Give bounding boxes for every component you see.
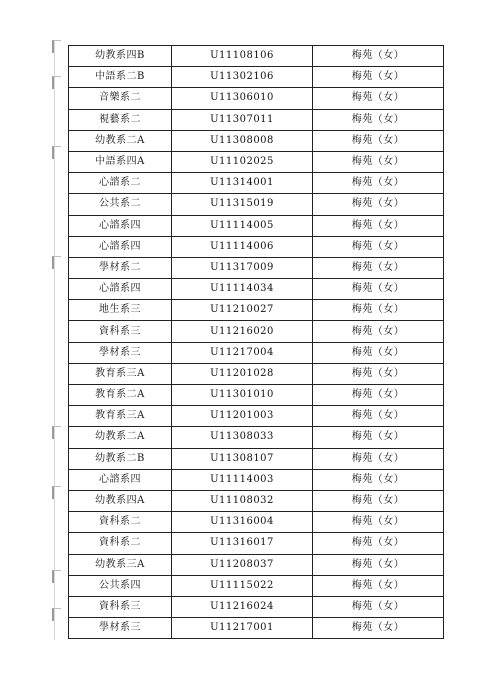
table-row [69, 194, 444, 215]
dormitory-cell: 梅苑（女） [313, 236, 444, 257]
dormitory-cell: 梅苑（女） [313, 321, 444, 342]
student-id-cell: U11307011 [172, 109, 313, 130]
table-row [69, 300, 444, 321]
department-cell: 地生系三 [69, 300, 172, 321]
department-cell: 心諮系四 [69, 215, 172, 236]
student-id-cell: U11315019 [172, 194, 313, 215]
dormitory-cell: 梅苑（女） [313, 46, 444, 67]
table-row [69, 109, 444, 130]
table-row [69, 321, 444, 342]
dormitory-cell: 梅苑（女） [313, 109, 444, 130]
crop-mark [52, 608, 61, 621]
table-row [69, 88, 444, 109]
student-id-cell: U11201028 [172, 363, 313, 384]
department-cell: 中語系四A [69, 151, 172, 172]
department-cell: 幼教系二A [69, 427, 172, 448]
department-cell: 幼教系三A [69, 554, 172, 575]
department-cell: 公共系四 [69, 575, 172, 596]
department-cell: 心諮系四 [69, 469, 172, 490]
department-cell: 心諮系二 [69, 173, 172, 194]
table-row [69, 618, 444, 639]
department-cell: 資科系三 [69, 321, 172, 342]
dormitory-cell: 梅苑（女） [313, 512, 444, 533]
student-id-cell: U11302106 [172, 67, 313, 88]
student-id-cell: U11217004 [172, 342, 313, 363]
department-cell: 幼教系四A [69, 490, 172, 511]
student-id-cell: U11314001 [172, 173, 313, 194]
student-id-cell: U11308033 [172, 427, 313, 448]
student-id-cell: U11301010 [172, 385, 313, 406]
table-row [69, 130, 444, 151]
table-row [69, 469, 444, 490]
dormitory-cell: 梅苑（女） [313, 194, 444, 215]
department-cell: 教育系二A [69, 385, 172, 406]
dormitory-cell: 梅苑（女） [313, 469, 444, 490]
department-cell: 教育系三A [69, 406, 172, 427]
dormitory-cell: 梅苑（女） [313, 151, 444, 172]
table-row [69, 406, 444, 427]
student-id-cell: U11114003 [172, 469, 313, 490]
student-id-cell: U11108032 [172, 490, 313, 511]
department-cell: 音樂系二 [69, 88, 172, 109]
table-row [69, 512, 444, 533]
department-cell: 學材系三 [69, 342, 172, 363]
table-row [69, 151, 444, 172]
table-row [69, 554, 444, 575]
dormitory-cell: 梅苑（女） [313, 554, 444, 575]
crop-mark [52, 40, 61, 53]
table-row [69, 236, 444, 257]
dormitory-cell: 梅苑（女） [313, 130, 444, 151]
student-id-cell: U11114006 [172, 236, 313, 257]
table-row [69, 342, 444, 363]
dormitory-cell: 梅苑（女） [313, 257, 444, 278]
department-cell: 公共系二 [69, 194, 172, 215]
student-id-cell: U11316017 [172, 533, 313, 554]
department-cell: 心諮系四 [69, 279, 172, 300]
dormitory-cell: 梅苑（女） [313, 385, 444, 406]
table-row [69, 448, 444, 469]
dormitory-cell: 梅苑（女） [313, 67, 444, 88]
student-id-cell: U11316004 [172, 512, 313, 533]
table-row [69, 385, 444, 406]
department-cell: 心諮系四 [69, 236, 172, 257]
table-row [69, 533, 444, 554]
department-cell: 資科系三 [69, 596, 172, 617]
student-id-cell: U11208037 [172, 554, 313, 575]
dormitory-cell: 梅苑（女） [313, 575, 444, 596]
dormitory-cell: 梅苑（女） [313, 427, 444, 448]
dormitory-cell: 梅苑（女） [313, 490, 444, 511]
student-id-cell: U11308008 [172, 130, 313, 151]
table-row [69, 46, 444, 67]
department-cell: 視藝系二 [69, 109, 172, 130]
student-id-cell: U11216024 [172, 596, 313, 617]
dormitory-cell: 梅苑（女） [313, 363, 444, 384]
department-cell: 教育系三A [69, 363, 172, 384]
table-row [69, 596, 444, 617]
crop-mark [52, 570, 61, 583]
dormitory-cell: 梅苑（女） [313, 215, 444, 236]
dormitory-cell: 梅苑（女） [313, 173, 444, 194]
dormitory-cell: 梅苑（女） [313, 300, 444, 321]
table-row [69, 490, 444, 511]
margin-crop-marks [51, 40, 61, 640]
student-id-cell: U11216020 [172, 321, 313, 342]
crop-mark [52, 76, 61, 89]
student-id-cell: U11308107 [172, 448, 313, 469]
dormitory-cell: 梅苑（女） [313, 448, 444, 469]
dormitory-cell: 梅苑（女） [313, 618, 444, 639]
table-row [69, 257, 444, 278]
dormitory-cell: 梅苑（女） [313, 88, 444, 109]
dormitory-cell: 梅苑（女） [313, 279, 444, 300]
table-row [69, 427, 444, 448]
student-id-cell: U11115022 [172, 575, 313, 596]
student-id-cell: U11306010 [172, 88, 313, 109]
student-id-cell: U11114034 [172, 279, 313, 300]
table-row [69, 215, 444, 236]
department-cell: 學材系二 [69, 257, 172, 278]
roster-table-body [69, 46, 444, 639]
department-cell: 資科系二 [69, 533, 172, 554]
department-cell: 幼教系四B [69, 46, 172, 67]
student-id-cell: U11114005 [172, 215, 313, 236]
department-cell: 資科系二 [69, 512, 172, 533]
student-id-cell: U11102025 [172, 151, 313, 172]
department-cell: 中語系二B [69, 67, 172, 88]
dormitory-cell: 梅苑（女） [313, 596, 444, 617]
dormitory-cell: 梅苑（女） [313, 533, 444, 554]
student-id-cell: U11210027 [172, 300, 313, 321]
department-cell: 幼教系二A [69, 130, 172, 151]
crop-mark [52, 426, 61, 439]
table-row [69, 67, 444, 88]
table-row [69, 363, 444, 384]
student-id-cell: U11317009 [172, 257, 313, 278]
dormitory-cell: 梅苑（女） [313, 406, 444, 427]
crop-mark [52, 256, 61, 269]
table-row [69, 575, 444, 596]
table-row [69, 173, 444, 194]
student-id-cell: U11108106 [172, 46, 313, 67]
department-cell: 學材系三 [69, 618, 172, 639]
student-roster-table [68, 45, 444, 639]
dormitory-cell: 梅苑（女） [313, 342, 444, 363]
margin-line [54, 40, 55, 640]
crop-mark [52, 146, 61, 159]
table-row [69, 279, 444, 300]
student-id-cell: U11217001 [172, 618, 313, 639]
crop-mark [52, 486, 61, 499]
student-id-cell: U11201003 [172, 406, 313, 427]
department-cell: 幼教系二B [69, 448, 172, 469]
